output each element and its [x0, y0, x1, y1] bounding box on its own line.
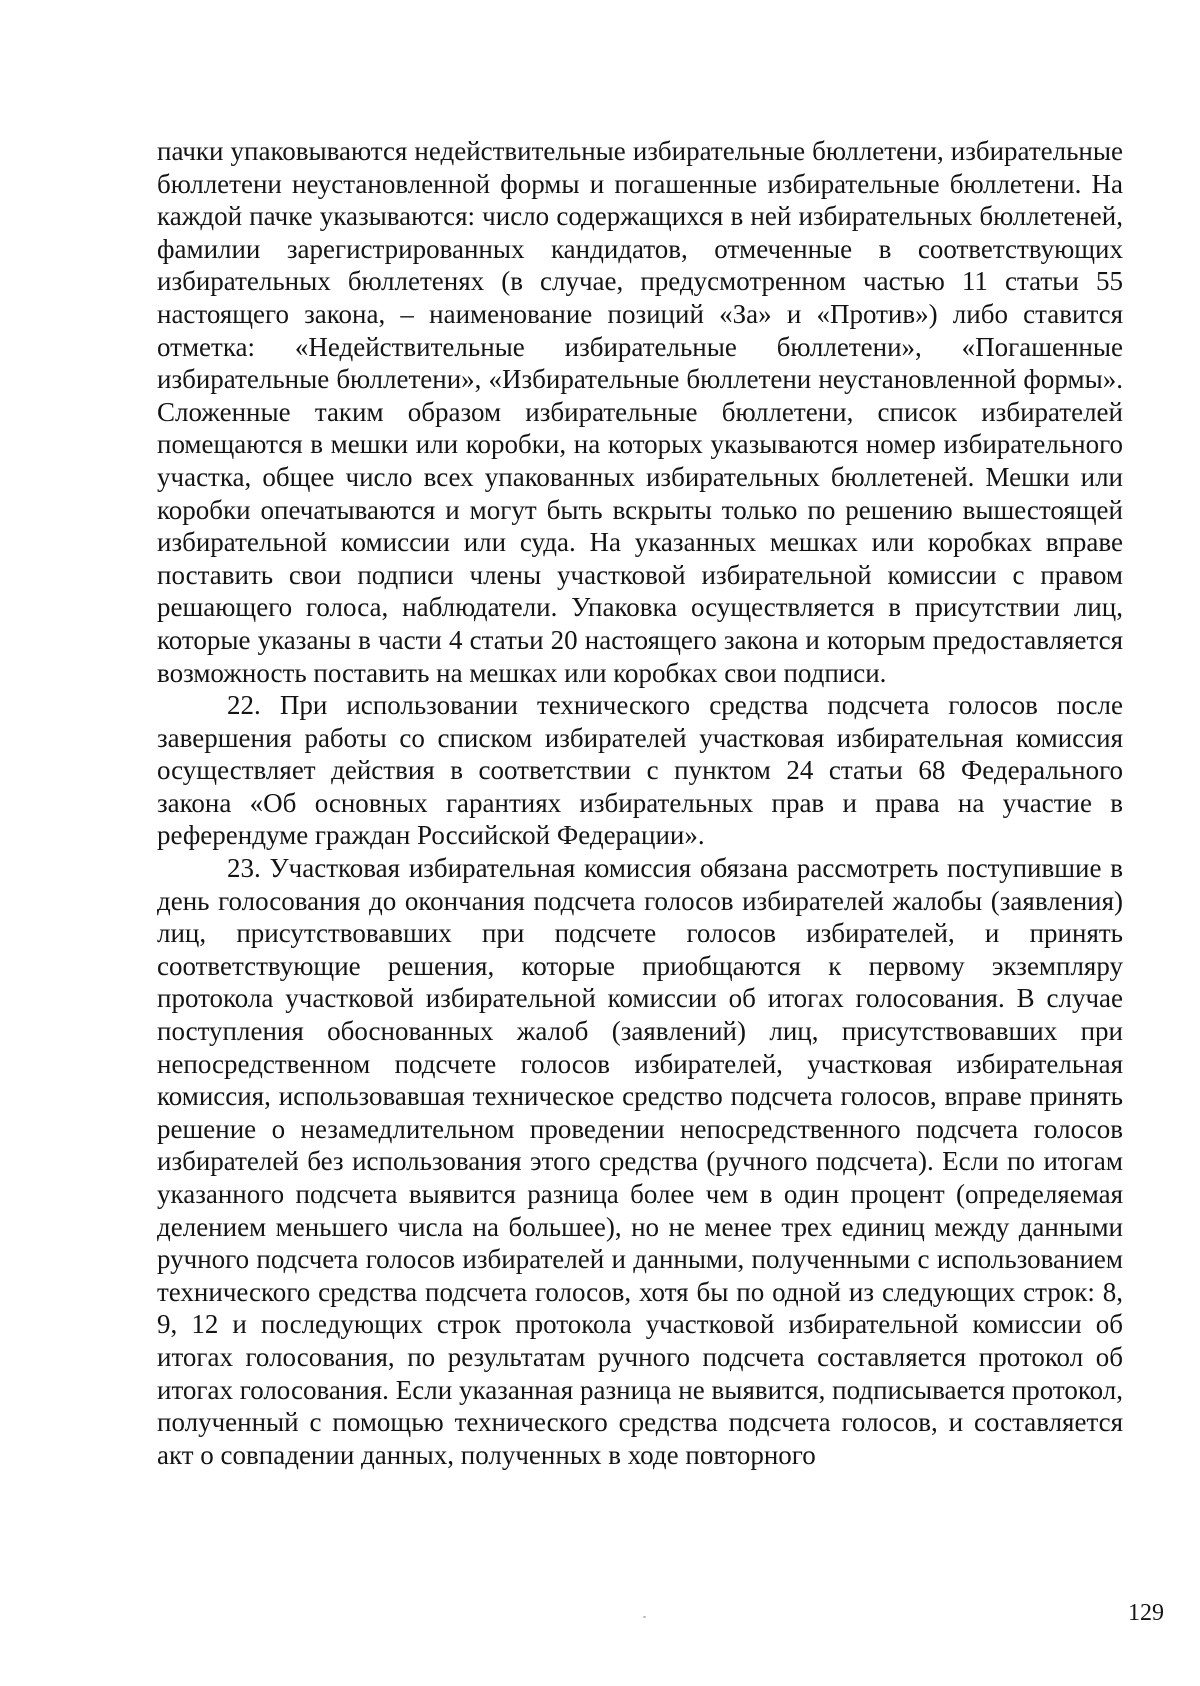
- scan-artifact: [643, 1616, 646, 1618]
- document-body: [157, 135, 1123, 1471]
- paragraph-packing-continuation: пачки упаковываются недействительные избирательные бюллетени, избирательные бюллетени неустановленной формы и погашенные избирательные бюллетени. На каждой пачке указываются: число содержащихся в ней избирательных бюллетеней, фамилии зарегистрированных кандидатов, отмеченные в соответствующих избирательных бюллетенях (в случае, предусмотренном частью 11 статьи 55 настоящего закона, – наименование позиций «За» и «Против») либо ставится отметка: «Недействительные избирательные бюллетени», «Погашенные избирательные бюллетени», «Избирательные бюллетени неустановленной формы». Сложенные таким образом избирательные бюллетени, список избирателей помещаются в мешки или коробки, на которых указываются номер избирательного участка, общее число всех упакованных избирательных бюллетеней. Мешки или коробки опечатываются и могут быть вскрыты только по решению вышестоящей избирательной комиссии или суда. На указанных мешках или коробках вправе поставить свои подписи члены участковой избирательной комиссии с правом решающего голоса, наблюдатели. Упаковка осуществляется в присутствии лиц, которые указаны в части 4 статьи 20 настоящего закона и которым предоставляется возможность поставить на мешках или коробках свои подписи.: [157, 136, 1123, 688]
- paragraph-item-22: 22. При использовании технического средства подсчета голосов после завершения работы со списком избирателей участковая избирательная комиссия осуществляет действия в соответствии с пунктом 24 статьи 68 Федерального закона «Об основных гарантиях избирательных прав и права на участие в референдуме граждан Российской Федерации».: [157, 690, 1123, 851]
- page-number: 129: [1128, 1600, 1164, 1626]
- paragraph-item-23: 23. Участковая избирательная комиссия обязана рассмотреть поступившие в день голосования до окончания подсчета голосов избирателей жалобы (заявления) лиц, присутствовавших при подсчете голосов избирателей, и принять соответствующие решения, которые приобщаются к первому экземпляру протокола участковой избирательной комиссии об итогах голосования. В случае поступления обоснованных жалоб (заявлений) лиц, присутствовавших при непосредственном подсчете голосов избирателей, участковая избирательная комиссия, использовавшая техническое средство подсчета голосов, вправе принять решение о незамедлительном проведении непосредственного подсчета голосов избирателей без использования этого средства (ручного подсчета). Если по итогам указанного подсчета выявится разница более чем в один процент (определяемая делением меньшего числа на большее), но не менее трех единиц между данными ручного подсчета голосов избирателей и данными, полученными с использованием технического средства подсчета голосов, хотя бы по одной из следующих строк: 8, 9, 12 и последующих строк протокола участковой избирательной комиссии об итогах голосования, по результатам ручного подсчета составляется протокол об итогах голосования. Если указанная разница не выявится, подписывается протокол, полученный с помощью технического средства подсчета голосов, и составляется акт о совпадении данных, полученных в ходе повторного: [157, 853, 1123, 1470]
